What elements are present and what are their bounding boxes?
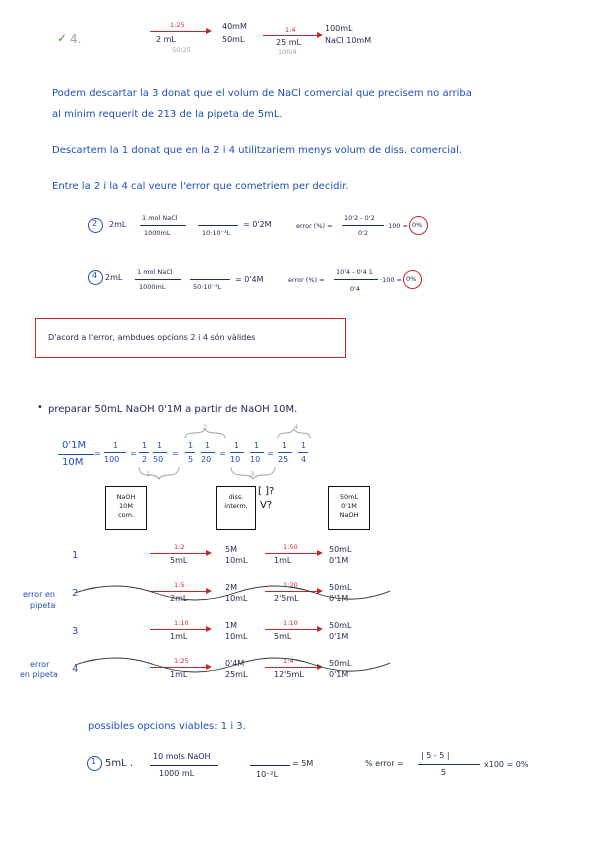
fraction-bar [58, 454, 94, 455]
dilution-ratio: 1:25 [174, 657, 189, 665]
concentration-label: 100mL [325, 24, 353, 33]
intermediate-solution-box [216, 486, 256, 530]
equals-sign: = [130, 449, 137, 458]
box-line: 0'1M [341, 502, 357, 510]
fraction-denominator: 10 [230, 455, 241, 464]
calc-result: = 0'2M [243, 220, 272, 229]
fraction-denominator: 10·10⁻³L [202, 229, 231, 237]
volume-label: 10mL [225, 632, 248, 641]
row-label: 3 [72, 626, 79, 637]
volume-label: 25mL [225, 670, 248, 679]
fraction-bar [250, 765, 290, 766]
volume-label: 2'5mL [274, 594, 299, 603]
fraction-denominator: 10⁻²L [256, 770, 279, 779]
equals-sign: = [219, 449, 226, 458]
paragraph-line: Podem descartar la 3 donat que el volum de NaCl comercial que precisem no arriba [52, 88, 472, 99]
brace-label: 1 [146, 470, 151, 478]
fraction-denominator: 4 [301, 455, 307, 464]
volume-label: 10mL [225, 556, 248, 565]
final-solution-box [328, 486, 370, 530]
fraction-numerator: 0'1M [62, 440, 87, 451]
error-result: 0% [406, 275, 417, 283]
calc-term: ·100 = [380, 276, 402, 284]
volume-label: 10mL [225, 594, 248, 603]
fraction-denominator: 50·10⁻³L [193, 283, 222, 291]
side-note: error [30, 660, 50, 669]
fraction-bar [135, 279, 181, 280]
arrow [150, 31, 208, 32]
check-icon: ✓ [57, 31, 68, 45]
volume-label: 1mL [170, 670, 188, 679]
dilution-ratio: 1:2 [174, 543, 185, 551]
fraction-bar [150, 765, 218, 766]
fraction-numerator: 1 [157, 441, 163, 450]
fraction-denominator: 10 [250, 455, 261, 464]
calc-term: 2mL [109, 220, 127, 229]
dilution-ratio: 1:10 [174, 619, 189, 627]
stock-solution-box [105, 486, 147, 530]
equals-sign: = [267, 449, 274, 458]
fraction-numerator: 10'2 - 0'2 [344, 214, 375, 222]
fraction-denominator: 1000 mL [159, 769, 195, 778]
fraction-denominator: 100 [104, 455, 120, 464]
box-line: com. [118, 511, 134, 519]
fraction-bar [418, 764, 480, 765]
fraction-numerator: 10 mols NaOH [153, 752, 211, 761]
box-line: 50mL [339, 493, 359, 501]
fraction-numerator: 1 [254, 441, 260, 450]
concentration-label: 1M [225, 621, 237, 630]
concentration-label: 5M [225, 545, 237, 554]
box-line: interm. [224, 502, 248, 510]
note-gray: 100/4 [278, 48, 297, 56]
fraction-denominator: 5 [188, 455, 194, 464]
calc-term: ·100 = [386, 222, 408, 230]
fraction-denominator: 5 [441, 768, 447, 777]
fraction-numerator: | 5 - 5 | [421, 751, 450, 760]
concentration-label: 0'1M [329, 670, 349, 679]
brace-label: 4 [294, 423, 299, 431]
volume-label: 2 mL [156, 35, 176, 44]
fraction-bar [140, 225, 186, 226]
paragraph-line: Entre la 2 i la 4 cal veure l'error que cometriem per decidir. [52, 181, 349, 192]
fraction-numerator: 10'4 - 0'4 1 [336, 268, 373, 276]
volume-label: 50mL [329, 545, 352, 554]
fraction-numerator: 1 [234, 441, 240, 450]
error-label: error (%) = [296, 222, 333, 230]
item-number: 4. [70, 32, 82, 46]
concentration-label: 0'1M [329, 594, 349, 603]
equals-sign: = [94, 449, 101, 458]
calc-result: = 0'4M [235, 275, 264, 284]
fraction-numerator: 1 [282, 441, 288, 450]
fraction-numerator: 1 mol NaCl [137, 268, 173, 276]
concentration-label: 0'1M [329, 632, 349, 641]
volume-label: 50mL [329, 583, 352, 592]
error-result: 0% [412, 221, 423, 229]
fraction-denominator: 1000mL [139, 283, 166, 291]
conclusion-box [35, 318, 346, 358]
volume-label: 50mL [329, 659, 352, 668]
fraction-denominator: 2 [142, 455, 148, 464]
dilution-ratio: 1:20 [283, 581, 298, 589]
row-label: 2 [72, 588, 79, 599]
equals-sign: = [172, 449, 179, 458]
concentration-label: 0'1M [329, 556, 349, 565]
fraction-denominator: 0'2 [358, 229, 369, 237]
paragraph-line: Descartem la 1 donat que en la 2 i 4 utilitzariem menys volum de diss. comercial. [52, 145, 463, 156]
dilution-ratio: 1:4 [285, 26, 296, 34]
unknown-concentration: [ ]? [258, 486, 275, 497]
dilution-ratio: 1:50 [283, 543, 298, 551]
arrow [265, 553, 319, 554]
option-number: 1 [91, 757, 97, 766]
fraction-denominator: 1000mL [144, 229, 171, 237]
option-number: 4 [92, 271, 98, 280]
fraction-numerator: 1 [188, 441, 194, 450]
strikethrough-marks [70, 575, 390, 685]
option-number: 2 [92, 219, 98, 228]
fraction-numerator: 1 mol NaCl [142, 214, 178, 222]
concentration-label: NaCl 10mM [325, 36, 372, 45]
volume-label: 5mL [170, 556, 188, 565]
side-note: error en [23, 590, 55, 599]
brace-label: 2 [203, 423, 208, 431]
fraction-bar [334, 279, 378, 280]
section-title: preparar 50mL NaOH 0'1M a partir de NaOH 10M. [48, 404, 298, 415]
volume-label: 50mL [222, 35, 245, 44]
volume-label: 25 mL [276, 38, 301, 47]
fraction-denominator: 25 [278, 455, 289, 464]
box-line: NaOH [339, 511, 359, 519]
arrow [150, 553, 208, 554]
side-note: en pipeta [20, 670, 58, 679]
error-label: % error = [365, 759, 404, 768]
fraction-numerator: 1 [205, 441, 211, 450]
dilution-ratio: 1:10 [283, 619, 298, 627]
fraction-denominator: 20 [201, 455, 212, 464]
volume-label: 50mL [329, 621, 352, 630]
concentration-label: 0'4M [225, 659, 245, 668]
brace-label: 3 [250, 470, 255, 478]
dilution-ratio: 1:25 [170, 21, 185, 29]
fraction-denominator: 50 [153, 455, 164, 464]
concentration-label: 2M [225, 583, 237, 592]
error-result: x100 = 0% [484, 760, 529, 769]
volume-label: 1mL [170, 632, 188, 641]
box-line: 10M [119, 502, 133, 510]
dilution-ratio: 1:4 [283, 657, 294, 665]
conclusion-text: D'acord a l'error, ambdues opcions 2 i 4 són vàlides [48, 333, 256, 342]
volume-label: 5mL [274, 632, 292, 641]
calc-term: 5mL . [105, 758, 134, 769]
row-label: 4 [72, 664, 79, 675]
fraction-bar [342, 225, 384, 226]
fraction-numerator: 1 [142, 441, 148, 450]
fraction-bar [104, 452, 126, 453]
arrow [263, 35, 319, 36]
dilution-ratio: 1:5 [174, 581, 185, 589]
bullet: • [37, 402, 43, 413]
volume-label: 2mL [170, 594, 188, 603]
fraction-denominator: 0'4 [350, 285, 361, 293]
box-line: NaOH [116, 493, 136, 501]
fraction-denominator: 10M [62, 457, 84, 468]
brace-annotations [135, 425, 315, 485]
fraction-bar [190, 279, 230, 280]
row-label: 1 [72, 550, 79, 561]
paragraph-line: al mínim requerit de 213 de la pipeta de 5mL. [52, 109, 283, 120]
fraction-numerator: 1 [301, 441, 307, 450]
side-note: pipeta [30, 601, 56, 610]
conclusion-line: possibles opcions viables: 1 i 3. [88, 721, 246, 732]
unknown-volume: V? [260, 500, 273, 511]
calc-result: = 5M [292, 759, 314, 768]
box-line: diss. [228, 493, 244, 501]
error-label: error (%) = [288, 276, 325, 284]
note-gray: 50/25 [172, 46, 191, 54]
fraction-numerator: 1 [113, 441, 119, 450]
calc-term: 2mL [105, 273, 123, 282]
fraction-bar [198, 225, 238, 226]
volume-label: 12'5mL [274, 670, 304, 679]
concentration-label: 40mM [222, 22, 247, 31]
volume-label: 1mL [274, 556, 292, 565]
